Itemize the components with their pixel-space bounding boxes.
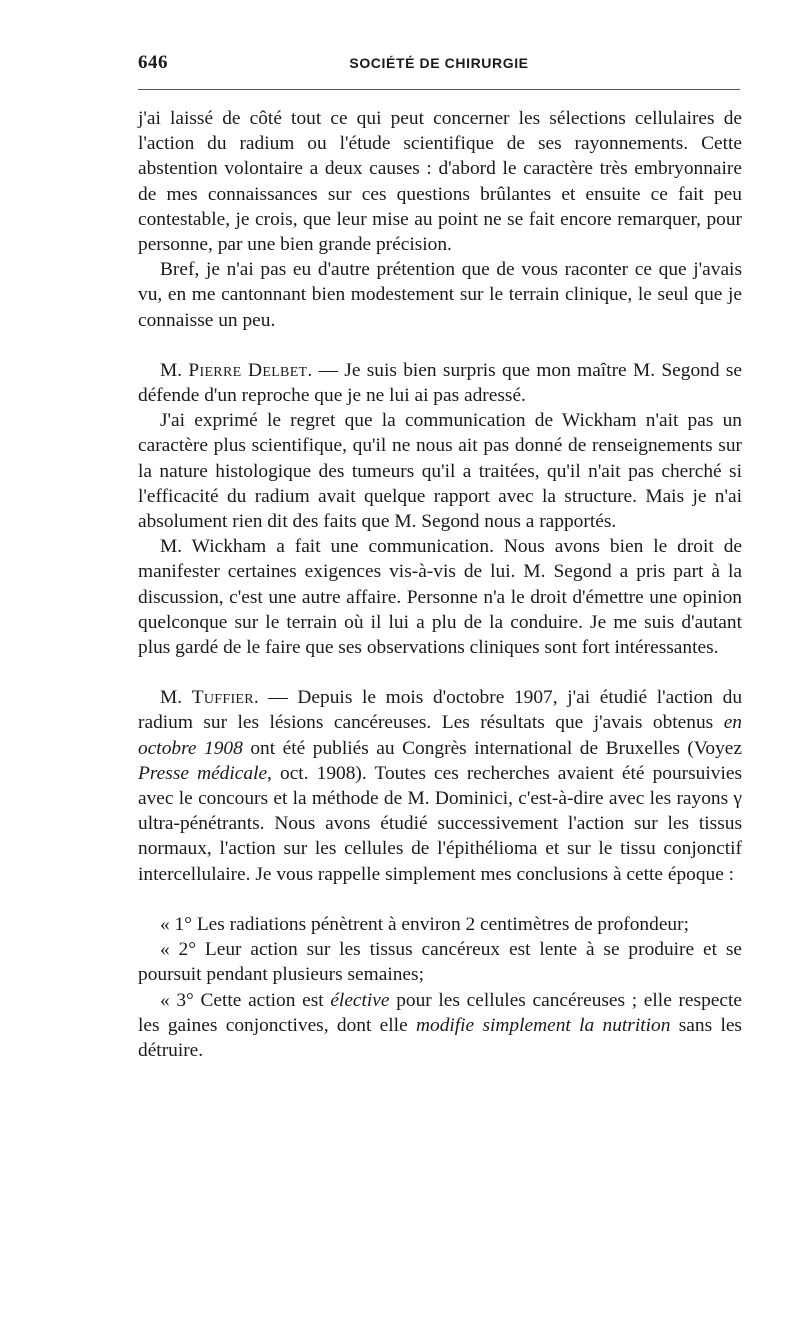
speaker-prefix: M.	[160, 359, 189, 381]
conclusion-3	[138, 988, 742, 1064]
header-rule	[138, 89, 740, 90]
conclusion-1: « 1° Les radiations pénètrent à environ 2 centimètres de profondeur;	[160, 913, 689, 935]
speech-text: . — Depuis le mois d'octobre 1907, j'ai étudié l'action du radium sur les lésions cancéreuses. Les résultats que j'avais obtenus	[138, 687, 743, 734]
conclusion-2: « 2° Leur action sur les tissus cancéreux est lente à se produire et se poursuit pendant plusieurs semaines;	[138, 939, 742, 986]
italic-elective: élective	[330, 989, 390, 1011]
speech-text: oct. 1908). Toutes ces recherches avaient été poursuivies avec le concours et la méthode de M. Dominici, c'est-à-dire avec les rayons γ ultra-pénétrants. Nous avons étudié successivement l'action sur les tissus normaux, l'action sur les cellules de l'épithélioma et sur le tissu conjonctif intercellulaire. Je vous rappelle simplement mes conclusions à cette époque :	[138, 762, 742, 885]
conclusion-text: pour les cellules cancéreuses ; elle respecte les gaines conjonctives, dont elle	[138, 989, 742, 1036]
paragraph-bref: Bref, je n'ai pas eu d'autre prétention que de vous raconter ce que j'avais vu, en me cantonnant bien modestement sur le terrain clinique, le seul que je connaisse un peu.	[138, 259, 742, 331]
conclusion-text: « 3° Cette action est	[160, 989, 331, 1011]
speaker-prefix: M.	[160, 687, 192, 709]
speaker-name: Tuffier	[191, 687, 254, 709]
page-number: 646	[138, 52, 168, 73]
paragraph-continuation: j'ai laissé de côté tout ce qui peut concerner les sélections cellulaires de l'action du radium ou l'étude scientifique de ses rayonnements. Cette abstention volontaire a deux causes : d'abord le caractère très embryonnaire de mes connaissances sur ces questions brûlantes et ensuite ce fait peu contestable, je crois, que leur mise au point ne se fait encore remarquer, pour personne, par une bien grande précision.	[138, 108, 742, 256]
paragraph-tuffier	[138, 685, 742, 887]
paragraph-regret: J'ai exprimé le regret que la communication de Wickham n'ait pas un caractère plus scientifique, qu'il ne nous ait pas donné de renseignements sur la nature histologique des tumeurs qu'il a traitées, qu'il n'ait pas cherché si l'efficacité du radium avait quelque rapport avec la structure. Mais je n'ai absolument rien dit des faits que M. Segond nous a rapportés.	[138, 410, 742, 533]
body-text	[138, 106, 742, 1063]
conclusion-text: sans les détruire.	[138, 1014, 742, 1061]
italic-date: en octobre 1908	[138, 712, 742, 759]
page-header	[138, 52, 740, 82]
italic-journal: Presse médicale,	[138, 762, 272, 784]
paragraph-delbet	[138, 358, 742, 408]
speaker-name: Pierre Delbet	[188, 359, 308, 381]
running-head: SOCIÉTÉ DE CHIRURGIE	[349, 55, 529, 71]
speech-text: ont été publiés au Congrès international de Bruxelles (Voyez	[242, 737, 742, 759]
italic-modifie: modifie simplement la nutrition	[416, 1014, 671, 1036]
paragraph-wickham: M. Wickham a fait une communication. Nous avons bien le droit de manifester certaines exigences vis-à-vis de lui. M. Segond a pris part à la discussion, c'est une autre affaire. Personne n'a le droit d'émettre une opinion quelconque sur le terrain où il lui a plu de la conduire. Je me suis d'autant plus gardé de le faire que ses observations cliniques sont fort intéressantes.	[138, 536, 742, 659]
speech-text: . — Je suis bien surpris que mon maître M. Segond se défende d'un reproche que je ne lui ai pas adressé.	[138, 359, 742, 407]
